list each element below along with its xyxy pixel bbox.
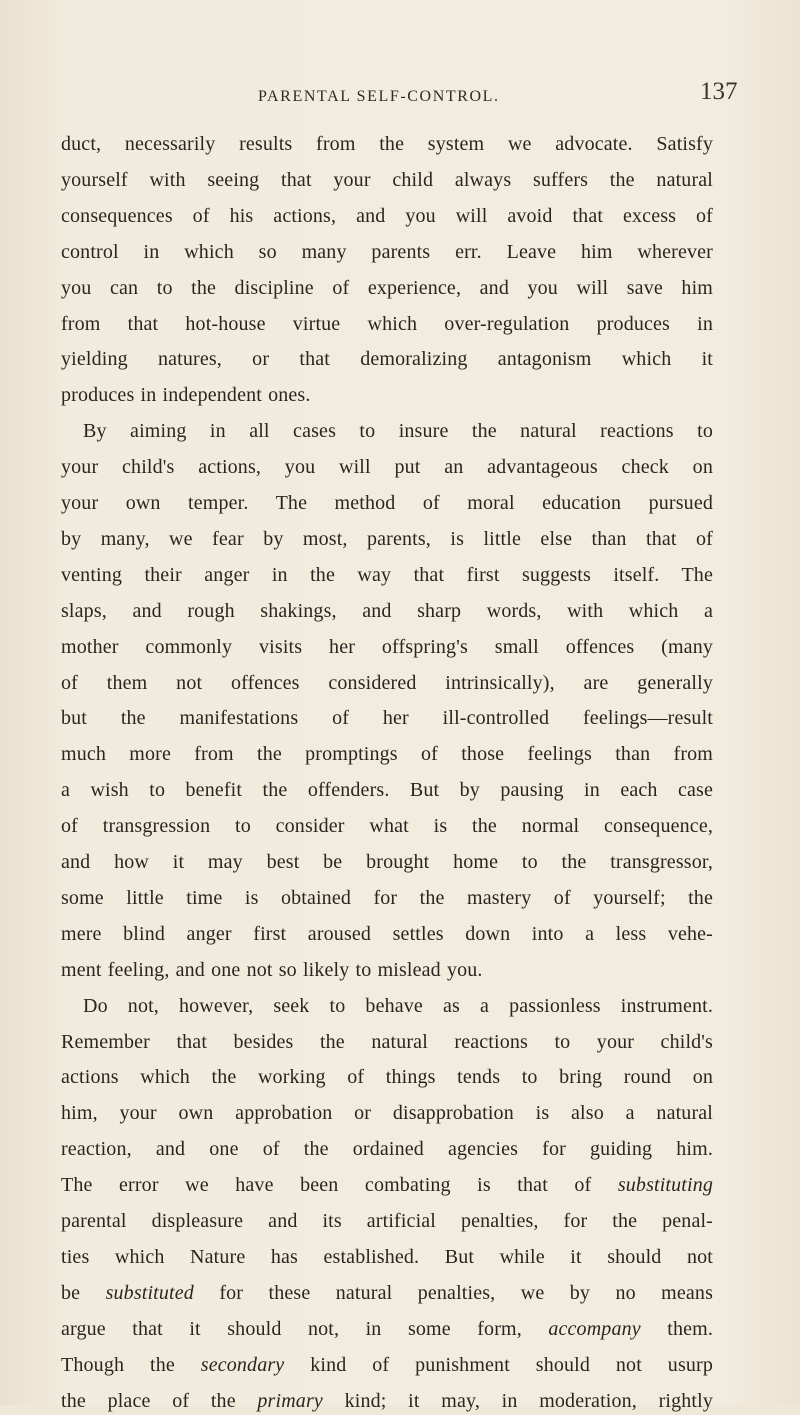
text-line	[61, 1315, 713, 1343]
text-line: reaction, and one of the ordained agencies for guiding him.	[61, 1138, 713, 1161]
text-line: yielding natures, or that demoralizing antagonism which it	[61, 348, 713, 371]
text-line: venting their anger in the way that first suggests itself. The	[61, 563, 713, 586]
text-line: Do not, however, seek to behave as a passionless instrument.	[83, 994, 713, 1017]
text-run: them.	[640, 1317, 714, 1340]
text-line: yourself with seeing that your child always suffers the natural	[61, 168, 713, 191]
text-line: from that hot-house virtue which over-regulation produces in	[61, 312, 713, 335]
emphasis-run: substituting	[617, 1174, 713, 1197]
page-number: 137	[700, 78, 738, 105]
text-line: your own temper. The method of moral education pursued	[61, 492, 713, 514]
text-line: of transgression to consider what is the normal consequence,	[61, 815, 713, 838]
text-line: By aiming in all cases to insure the natural reactions to	[83, 420, 713, 443]
text-line: by many, we fear by most, parents, is little else than that of	[61, 527, 713, 550]
text-line	[61, 1279, 713, 1307]
text-line: you can to the discipline of experience, and you will save him	[61, 276, 713, 299]
text-line: slaps, and rough shakings, and sharp words, with which a	[61, 599, 713, 622]
text-line: actions which the working of things tends to bring round on	[61, 1066, 713, 1089]
text-run: kind of punishment should not usurp	[284, 1353, 713, 1376]
emphasis-run: accompany	[548, 1317, 641, 1340]
text-line	[61, 1351, 713, 1379]
text-run: Though the	[61, 1353, 201, 1376]
text-run: kind; it may, in moderation, rightly	[322, 1389, 713, 1412]
text-line: Remember that besides the natural reactions to your child's	[61, 1030, 713, 1053]
text-run: The error we have been combating is that of	[61, 1174, 618, 1197]
emphasis-run: primary	[257, 1389, 323, 1412]
text-line: produces in independent ones.	[61, 384, 311, 407]
running-head: PARENTAL SELF-CONTROL.	[258, 88, 500, 105]
text-line: ties which Nature has established. But while it should not	[61, 1245, 713, 1268]
text-line: and how it may best be brought home to the transgressor,	[61, 851, 713, 873]
text-line: your child's actions, you will put an advantageous check on	[61, 456, 713, 479]
emphasis-run: secondary	[200, 1353, 285, 1376]
text-line: him, your own approbation or disapprobation is also a natural	[61, 1102, 713, 1125]
text-run: the place of the	[61, 1389, 258, 1412]
text-line: ment feeling, and one not so likely to mislead you.	[61, 958, 483, 981]
emphasis-run: substituted	[105, 1281, 194, 1304]
text-line: mere blind anger first aroused settles down into a less vehe-	[61, 922, 713, 945]
text-run: for these natural penalties, we by no means	[193, 1281, 714, 1304]
page-header	[0, 78, 800, 112]
text-run: be	[61, 1281, 106, 1304]
text-line	[61, 1387, 713, 1415]
text-line: control in which so many parents err. Leave him wherever	[61, 240, 713, 263]
text-line: mother commonly visits her offspring's small offences (many	[61, 635, 713, 658]
text-line: much more from the promptings of those feelings than from	[61, 743, 713, 766]
text-run: argue that it should not, in some form,	[61, 1317, 549, 1340]
text-line: a wish to benefit the offenders. But by pausing in each case	[61, 779, 713, 802]
text-line: some little time is obtained for the mastery of yourself; the	[61, 886, 713, 909]
text-line: consequences of his actions, and you will avoid that excess of	[61, 204, 713, 227]
text-line	[61, 1171, 713, 1199]
text-line: parental displeasure and its artificial penalties, for the penal-	[61, 1210, 713, 1232]
text-line: of them not offences considered intrinsically), are generally	[61, 671, 713, 694]
text-line: but the manifestations of her ill-controlled feelings—result	[61, 707, 713, 730]
text-line: duct, necessarily results from the system we advocate. Satisfy	[61, 133, 713, 155]
